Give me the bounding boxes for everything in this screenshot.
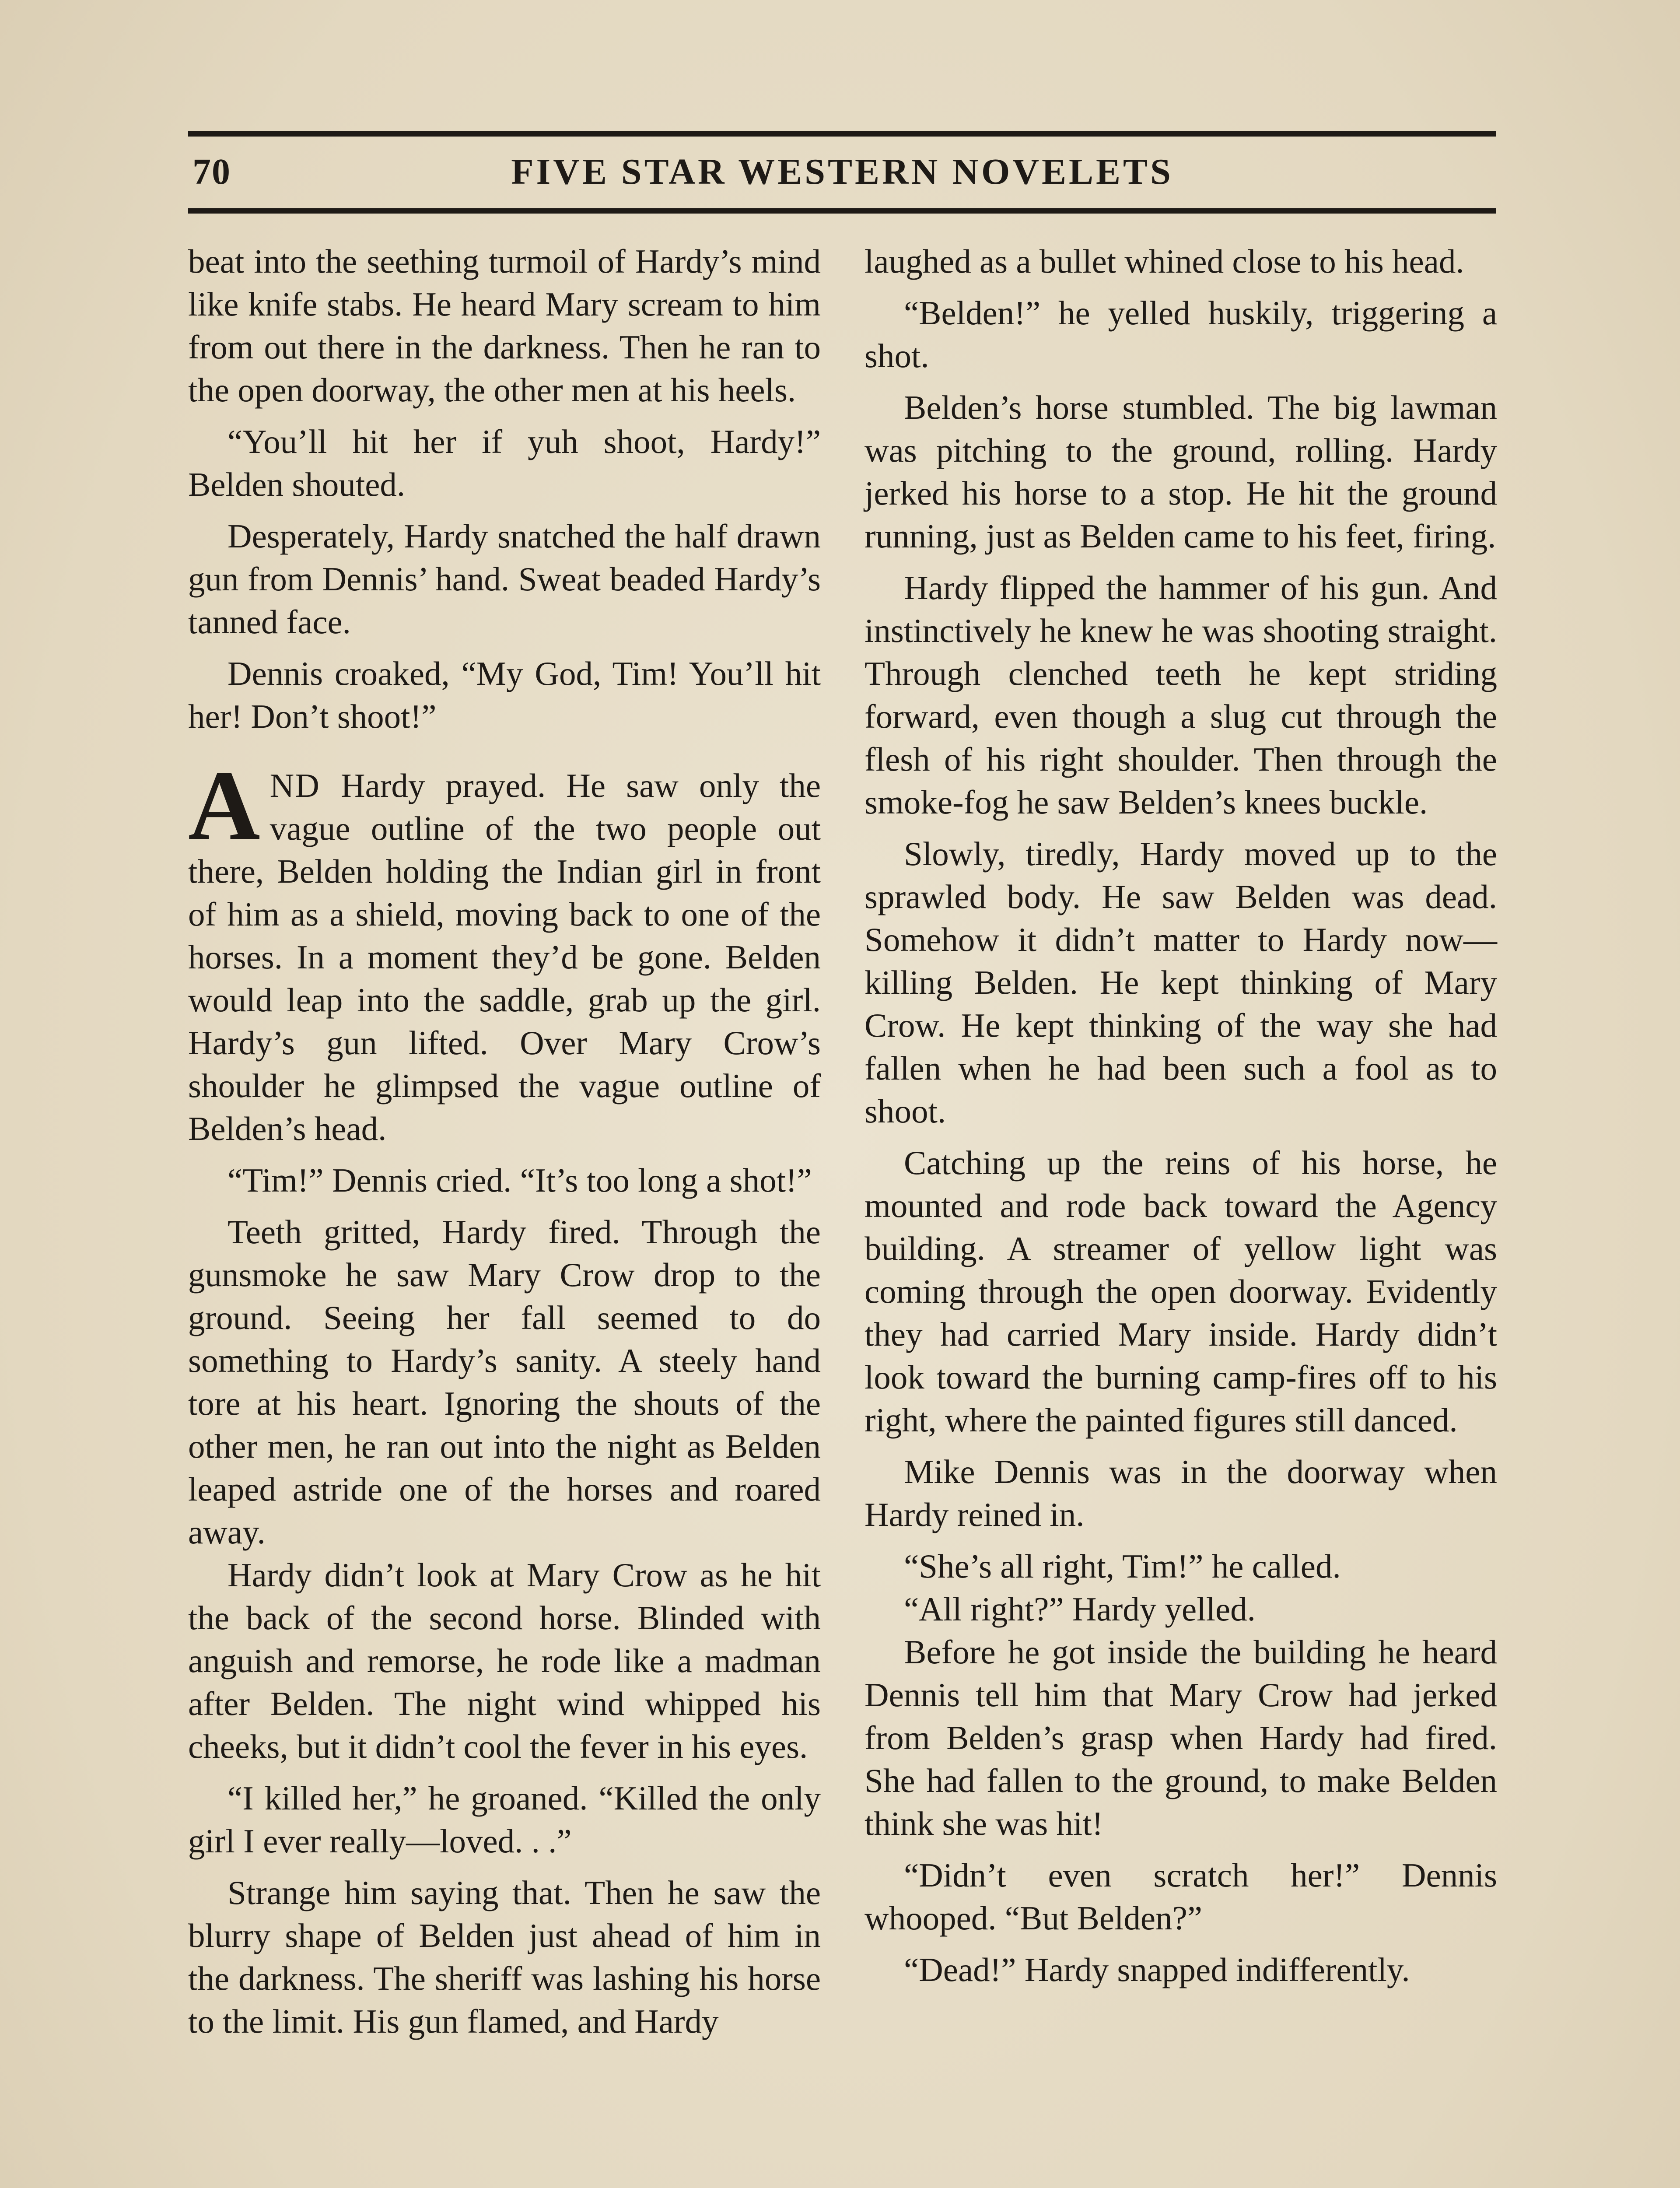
paragraph: Dennis croaked, “My God, Tim! You’ll hit her! Don’t shoot!” <box>188 655 821 735</box>
paragraph: “All right?” Hardy yelled. <box>904 1590 1256 1628</box>
running-head: FIVE STAR WESTERN NOVELETS <box>511 151 1173 192</box>
header-rule-top <box>188 131 1496 137</box>
paragraph: Catching up the reins of his horse, he mounted and rode back toward the Agency building. A streamer of yellow light was coming through the open doorway. Evidently they had carried Mary inside. Hardy didn’t look toward the burning camp-fires off to his right, where the painted figures still danced. <box>864 1144 1497 1439</box>
paragraph: Hardy flipped the hammer of his gun. And instinctively he knew he was shooting straight. Through clenched teeth he kept striding forward, even though a slug cut through the flesh of his right shoulder. Then through the smoke-fog he saw Belden’s knees buckle. <box>864 569 1497 821</box>
paragraph-text: Hardy prayed. He saw only the vague outline of the two people out there, Belden holding the Indian girl in front of him as a shield, moving back to one of the horses. In a moment they’d be gone. Belden would leap into the saddle, grab up the girl. Hardy’s gun lifted. Over Mary Crow’s shoulder he glimpsed the vague outline of Belden’s head. <box>188 767 821 1147</box>
header-rule-bottom <box>188 208 1496 214</box>
paragraph: beat into the seething turmoil of Hardy’s mind like knife stabs. He heard Mary scream to him from out there in the darkness. Then he ran to the open doorway, the other men at his heels. <box>188 242 821 409</box>
paragraph: Belden’s horse stumbled. The big lawman was pitching to the ground, rolling. Hardy jerked his horse to a stop. He hit the ground running, just as Belden came to his feet, firing. <box>864 389 1497 555</box>
small-caps-lead: ND <box>270 767 320 804</box>
paragraph: “You’ll hit her if yuh shoot, Hardy!” Belden shouted. <box>188 423 821 503</box>
paragraph: “She’s all right, Tim!” he called. <box>904 1547 1341 1585</box>
paragraph: Hardy didn’t look at Mary Crow as he hit the back of the second horse. Blinded with anguish and remorse, he rode like a madman after Belden. The night wind whipped his cheeks, but it didn’t cool the fever in his eyes. <box>188 1556 821 1765</box>
paragraph: “Tim!” Dennis cried. “It’s too long a shot!” <box>228 1161 812 1199</box>
paragraph: Slowly, tiredly, Hardy moved up to the sprawled body. He saw Belden was dead. Somehow it didn’t matter to Hardy now—killing Belden. He kept thinking of Mary Crow. He kept thinking of the way she had fallen when he had been such a fool as to shoot. <box>864 835 1497 1130</box>
dropcap-paragraph <box>188 750 821 1150</box>
paragraph: Strange him saying that. Then he saw the blurry shape of Belden just ahead of him in the darkness. The sheriff was lashing his horse to the limit. His gun flamed, and Hardy <box>188 1874 821 2040</box>
paragraph: “Dead!” Hardy snapped indifferently. <box>904 1951 1410 1988</box>
paragraph: laughed as a bullet whined close to his head. <box>864 242 1464 280</box>
drop-cap: A <box>188 750 260 861</box>
page-header <box>188 139 1496 205</box>
paragraph: Desperately, Hardy snatched the half drawn gun from Dennis’ hand. Sweat beaded Hardy’s tanned face. <box>188 517 821 641</box>
paragraph: “Didn’t even scratch her!” Dennis whooped. “But Belden?” <box>864 1856 1497 1937</box>
paragraph: “I killed her,” he groaned. “Killed the only girl I ever really—loved. . .” <box>188 1779 821 1860</box>
paragraph: “Belden!” he yelled huskily, triggering a shot. <box>864 294 1497 375</box>
left-column <box>188 240 821 2051</box>
paragraph: Teeth gritted, Hardy fired. Through the gunsmoke he saw Mary Crow drop to the ground. Seeing her fall seemed to do something to Hardy’s sanity. A steely hand tore at his heart. Ignoring the shouts of the other men, he ran out into the night as Belden leaped astride one of the horses and roared away. <box>188 1213 821 1551</box>
right-column <box>864 240 1497 2000</box>
paragraph: Before he got inside the building he heard Dennis tell him that Mary Crow had jerked from Belden’s grasp when Hardy had fired. She had fallen to the ground, to make Belden think she was hit! <box>864 1633 1497 1842</box>
paragraph: Mike Dennis was in the doorway when Hardy reined in. <box>864 1453 1497 1533</box>
page-number: 70 <box>192 151 231 192</box>
